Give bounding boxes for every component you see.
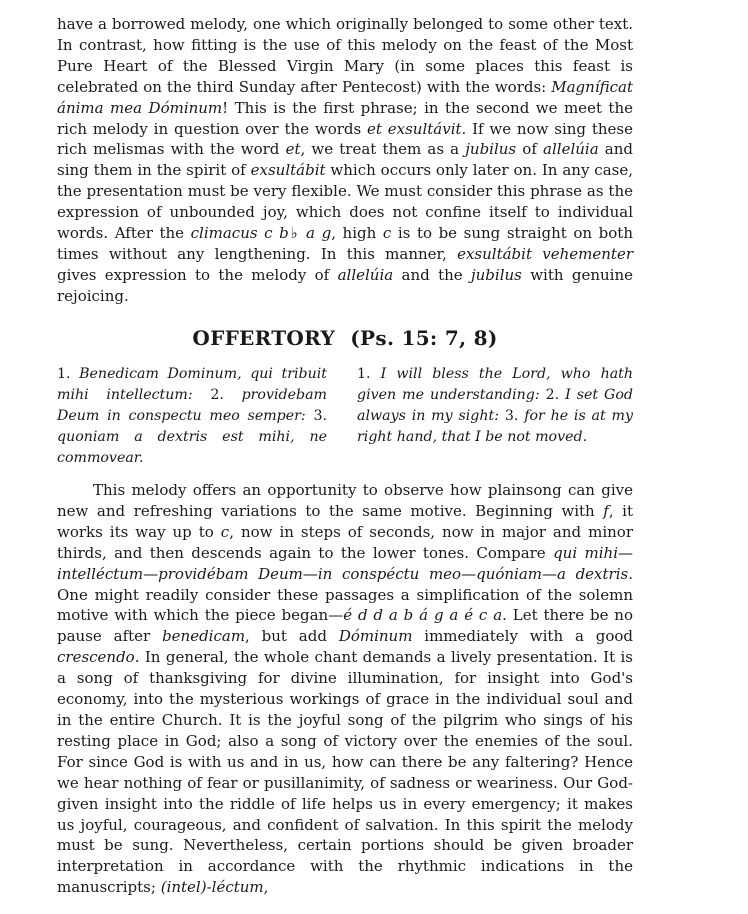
italic-run: Magníficat ánima mea Dóminum	[57, 77, 633, 117]
text-run: . Let there be no pause after	[57, 606, 633, 646]
text-run: immediately with a good	[412, 627, 634, 646]
text-run: , now in steps of seconds, now in major and minor thirds, and then descends again to the lower tones. Compare	[57, 522, 633, 562]
text-run: . In general, the whole chant demands a lively presentation. It is a song of thanksgiving for divine illumination, for insight into God's economy, into the mysterious workings of grace in the individual soul and in the entire Church. It is the joyful song of the pilgrim who sings of his resting place in God; also a song of victory over the enemies of the soul. For since God is with us and in us, how can there be any faltering? Hence we hear nothing of fear or pusillanimity, of sadness or weariness. Our God-given insight into the riddle of life helps us in every emergency; it makes us joyful, courageous, and confident of salvation. In this spirit the melody must be sung. Nevertheless, certain portions should be given broader interpretation in accordance with the rhythmic indications in the manuscripts;	[57, 648, 633, 897]
italic-run: jubilus	[465, 140, 517, 159]
latin-text-column	[57, 364, 327, 469]
italic-run: exsultábit	[250, 161, 326, 180]
text-run: have a borrowed melody, one which originally belonged to some other text. In contrast, how fitting is the use of this melody on the feast of the Most Pure Heart of the Blessed Virgin Mary (in some places this feast is celebrated on the third Sunday after Pentecost) with the words:	[57, 15, 633, 96]
text-run: and the	[393, 265, 471, 284]
italic-run: providebam Deum in conspectu meo semper:	[57, 386, 327, 424]
text-run: of	[516, 140, 544, 159]
italic-run: jubilus	[471, 265, 522, 284]
text-run: . If we now sing these rich melismas with the word	[57, 119, 633, 159]
italic-run: c	[382, 224, 392, 243]
text-run: , we treat them as a	[300, 140, 466, 159]
italic-run: et exsultávit	[367, 119, 462, 138]
text-run: This melody offers an opportunity to observe how plainsong can give new and refreshing variations to the same motive. Beginning with	[57, 481, 633, 520]
italic-run: é d d a b á g a é c a	[343, 606, 503, 625]
italic-run: benedicam	[162, 627, 246, 646]
italic-run: et	[285, 140, 301, 159]
italic-run: qui mihi—intelléctum—providébam Deum—in conspéctu meo—quóniam—a dextris	[57, 543, 634, 583]
text-run: 1.	[357, 366, 381, 382]
english-translation-column	[357, 364, 633, 448]
text-run: and sing them in the spirit of	[57, 140, 634, 180]
italic-run: c	[220, 522, 230, 541]
text-run: which occurs only later on. In any case, the presentation must be very flexible. We must consider this phrase as the expression of unbounded joy, which does not confine itself to individual words. After the	[57, 161, 633, 243]
text-run: is to be sung straight on both times without any lengthening. In this manner,	[57, 224, 633, 263]
text-run: ! This is the first phrase; in the second we meet the rich melody in question over the words	[57, 98, 633, 138]
italic-run: allelúia	[543, 140, 599, 159]
italic-run: f	[603, 501, 609, 520]
italic-run: exsultábit vehementer	[457, 244, 633, 263]
text-run: ,	[263, 878, 269, 897]
text-run: with genuine rejoicing.	[57, 265, 634, 305]
italic-run: I will bless the Lord, who hath given me understanding:	[357, 366, 634, 403]
text-run: gives expression to the melody of	[57, 265, 338, 284]
italic-run: Benedicam Dominum, qui tribuit mihi intellectum:	[57, 366, 328, 403]
section-heading	[57, 326, 633, 350]
body-paragraph-1	[57, 14, 633, 307]
italic-run: climacus c b♭ a g	[190, 224, 332, 243]
italic-run: I set God always in my sight:	[357, 386, 634, 424]
italic-run: allelúia	[337, 265, 394, 284]
text-run: 2.	[545, 386, 566, 403]
italic-run: Dóminum	[338, 627, 413, 646]
text-run: , high	[331, 224, 383, 243]
text-run: 3.	[313, 407, 327, 424]
body-paragraph-2	[57, 480, 633, 898]
text-run: 1.	[57, 366, 80, 382]
italic-run: for he is at my right hand, that I be not moved.	[357, 407, 634, 445]
text-run: 2.	[210, 386, 242, 403]
italic-run: crescendo	[57, 648, 135, 667]
text-run: 3.	[504, 407, 525, 424]
text-run: . One might readily consider these passages a simplification of the solemn motive with which the piece began—	[57, 564, 633, 625]
heading-title: OFFERTORY	[192, 326, 336, 350]
text-run: , but add	[245, 627, 339, 646]
text-run: , it works its way up to	[57, 501, 633, 541]
heading-reference: (Ps. 15: 7, 8)	[350, 326, 498, 350]
italic-run: (intel)-léctum	[160, 878, 264, 897]
italic-run: quoniam a dextris est mihi, ne commovear.	[57, 428, 327, 466]
